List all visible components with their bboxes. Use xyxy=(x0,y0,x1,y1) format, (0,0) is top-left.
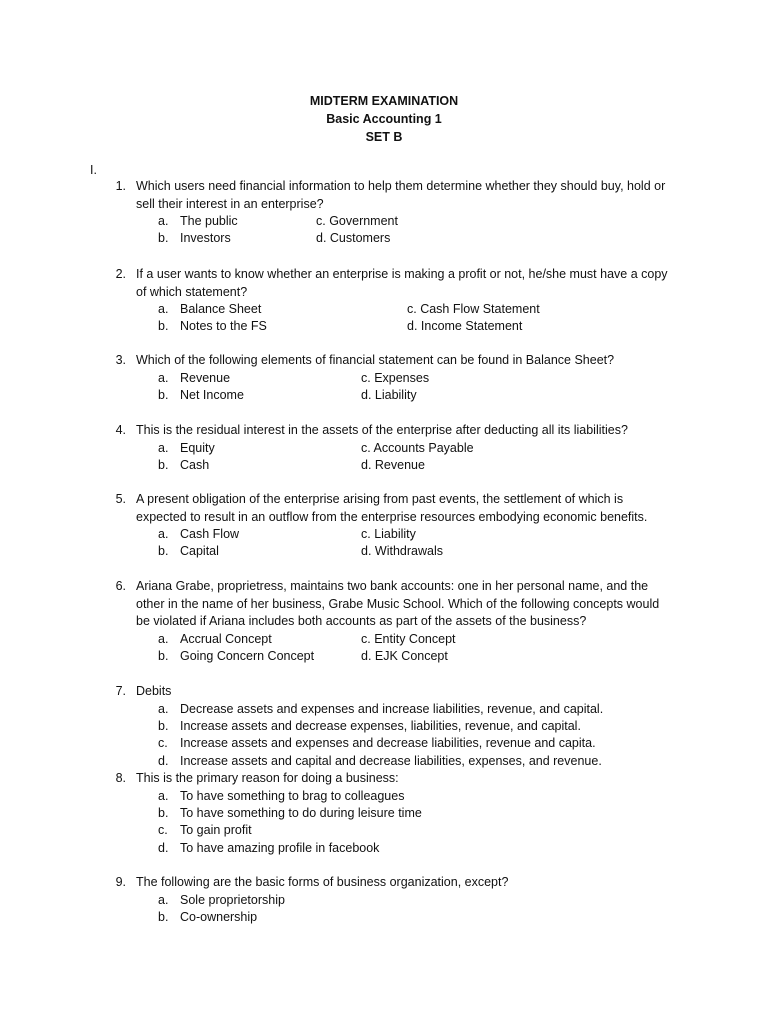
question-text: A present obligation of the enterprise arising from past events, the settlement of which is expected to result in an outflow from the enterprise resources embodying economic benefits. xyxy=(136,492,648,524)
option-letter: a. xyxy=(158,370,169,385)
exam-title: MIDTERM EXAMINATION xyxy=(309,94,459,108)
option-letter: b. xyxy=(158,909,169,924)
option-letter: a. xyxy=(158,214,169,228)
question-text: The following are the basic forms of business organization, except? xyxy=(136,875,509,889)
exam-header xyxy=(0,92,768,146)
option-letter: b. xyxy=(158,387,169,402)
option-text: Increase assets and expenses and decrease liabilities, revenue and capita. xyxy=(180,736,596,751)
option-text: c. Accounts Payable xyxy=(361,440,474,455)
question-text: If a user wants to know whether an enterprise is making a profit or not, he/she must have a copy of which statement? xyxy=(136,267,668,299)
option-letter: b. xyxy=(158,544,169,559)
question-1 xyxy=(112,178,672,248)
question-number: 2. xyxy=(115,267,126,281)
question-number: 7. xyxy=(115,684,126,698)
option-letter: a. xyxy=(158,440,169,455)
question-number: 9. xyxy=(115,875,126,889)
option-letter: a. xyxy=(158,631,169,646)
option-text: Equity xyxy=(180,440,215,455)
option-text: d. Withdrawals xyxy=(361,544,443,559)
option-letter: a. xyxy=(158,701,169,716)
exam-subject: Basic Accounting 1 xyxy=(326,112,442,126)
option-letter: b. xyxy=(158,231,169,246)
option-letter: a. xyxy=(158,892,169,907)
option-text: d. Income Statement xyxy=(407,319,523,334)
option-text: c. Entity Concept xyxy=(361,631,456,646)
option-text: To have something to do during leisure time xyxy=(180,805,422,820)
option-text: Increase assets and decrease expenses, liabilities, revenue, and capital. xyxy=(180,718,581,733)
option-letter: b. xyxy=(158,457,169,472)
question-number: 1. xyxy=(115,179,126,193)
option-text: d. Liability xyxy=(361,387,417,402)
question-9 xyxy=(112,874,672,926)
option-text: Net Income xyxy=(180,387,244,402)
question-number: 8. xyxy=(115,771,126,785)
question-text: Ariana Grabe, proprietress, maintains two bank accounts: one in her personal name, and the other in the name of her business, Grabe Music School. Which of the following concepts would be violated if Ariana includes both accounts as part of the assets of the business? xyxy=(136,579,660,628)
option-text: Accrual Concept xyxy=(180,631,272,646)
option-letter: a. xyxy=(158,788,169,803)
option-text: Increase assets and capital and decrease liabilities, expenses, and revenue. xyxy=(180,753,602,768)
option-letter: b. xyxy=(158,805,169,820)
option-text: To have amazing profile in facebook xyxy=(180,840,380,855)
question-text: This is the primary reason for doing a business: xyxy=(136,771,399,785)
question-4 xyxy=(112,422,672,474)
question-text: Debits xyxy=(136,684,172,698)
option-text: Notes to the FS xyxy=(180,319,267,334)
question-7 xyxy=(112,683,672,770)
option-text: To have something to brag to colleagues xyxy=(180,788,405,803)
question-text: Which users need financial information to help them determine whether they should buy, hold or sell their interest in an enterprise? xyxy=(136,179,666,211)
option-text: The public xyxy=(180,214,238,228)
option-text: Cash Flow xyxy=(180,527,240,541)
option-letter: b. xyxy=(158,648,169,663)
option-text: c. Cash Flow Statement xyxy=(407,302,540,316)
option-text: d. Revenue xyxy=(361,457,425,472)
option-letter: b. xyxy=(158,718,169,733)
option-text: Cash xyxy=(180,457,210,472)
option-text: Capital xyxy=(180,544,219,559)
question-number: 4. xyxy=(115,423,126,437)
section-numeral: I. xyxy=(90,163,97,177)
option-letter: a. xyxy=(158,302,169,316)
option-letter: c. xyxy=(158,823,168,838)
question-8 xyxy=(112,770,672,857)
option-text: Co-ownership xyxy=(180,909,258,924)
question-2 xyxy=(112,266,672,336)
option-text: c. Expenses xyxy=(361,370,430,385)
question-number: 5. xyxy=(115,492,126,506)
option-text: To gain profit xyxy=(180,823,252,838)
question-number: 3. xyxy=(115,353,126,367)
option-text: d. EJK Concept xyxy=(361,648,448,663)
question-6 xyxy=(112,578,672,665)
option-text: c. Government xyxy=(316,214,398,228)
question-text: Which of the following elements of financial statement can be found in Balance Sheet? xyxy=(136,353,615,367)
option-letter: b. xyxy=(158,319,169,334)
question-text: This is the residual interest in the assets of the enterprise after deducting all its liabilities? xyxy=(136,423,628,437)
option-text: Investors xyxy=(180,231,231,246)
option-text: Decrease assets and expenses and increase liabilities, revenue, and capital. xyxy=(180,701,604,716)
question-3 xyxy=(112,352,672,404)
question-number: 6. xyxy=(115,579,126,593)
exam-set: SET B xyxy=(365,130,403,144)
option-letter: d. xyxy=(158,753,169,768)
option-text: Going Concern Concept xyxy=(180,648,315,663)
option-text: Balance Sheet xyxy=(180,302,262,316)
option-text: Revenue xyxy=(180,370,231,385)
question-5 xyxy=(112,491,672,561)
option-letter: c. xyxy=(158,736,168,751)
option-text: c. Liability xyxy=(361,527,416,541)
option-text: d. Customers xyxy=(316,231,391,246)
option-text: Sole proprietorship xyxy=(180,892,285,907)
option-letter: d. xyxy=(158,840,169,855)
option-letter: a. xyxy=(158,527,169,541)
